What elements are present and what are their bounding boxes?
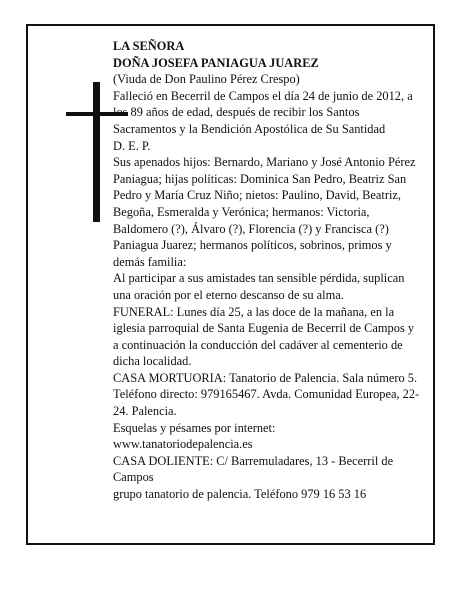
header-title: LA SEÑORA xyxy=(113,39,185,53)
funeral-home-info: CASA MORTUORIA: Tanatorio de Palencia. Sala número 5. Teléfono directo: 979165467. Avda. Comunidad Europea, 22-24. Palencia. xyxy=(113,370,420,419)
death-notice: Falleció en Becerril de Campos el día 24 de junio de 2012, a los 89 años de edad, después de recibir los Santos Sacramentos y la Bendición Apostólica de Su Santidad xyxy=(113,88,413,136)
prayer-request: Al participar a sus amistades tan sensible pérdida, suplican una oración por el eterno descanso de su alma. xyxy=(113,271,405,302)
funeral-info: FUNERAL: Lunes día 25, a las doce de la mañana, en la iglesia parroquial de Santa Eugenia de Becerril de Campos y a continuación la conducción del cadáver al cementerio de dicha localidad. xyxy=(113,304,415,369)
website-url: www.tanatoriodepalencia.es xyxy=(113,437,253,452)
deceased-name: DOÑA JOSEFA PANIAGUA JUAREZ xyxy=(113,55,319,70)
family-list: Sus apenados hijos: Bernardo, Mariano y José Antonio Pérez Paniagua; hijas políticas: Dominica San Pedro, Beatriz San Pedro y María Cruz Niño; nietos: Paulino, David, Beatriz, Begoña, Esmeralda y Verónica; hermanos: Victoria, Baldomero (?), Álvaro (?), Florencia (?) y Francisca (?) Paniagua Juarez; hermanos políticos, sobrinos, primos y demás familia: xyxy=(113,155,416,269)
widow-note: (Viuda de Don Paulino Pérez Crespo) xyxy=(113,72,300,87)
cross-vertical-bar xyxy=(93,82,100,222)
mourning-house: CASA DOLIENTE: C/ Barremuladares, 13 - Becerril de Campos xyxy=(113,453,394,485)
obituary-text xyxy=(113,38,421,503)
company-contact: grupo tanatorio de palencia. Teléfono 979 16 53 16 xyxy=(113,487,367,502)
rest-in-peace: D. E. P. xyxy=(113,138,151,153)
condolences-label: Esquelas y pésames por internet: xyxy=(113,420,276,435)
